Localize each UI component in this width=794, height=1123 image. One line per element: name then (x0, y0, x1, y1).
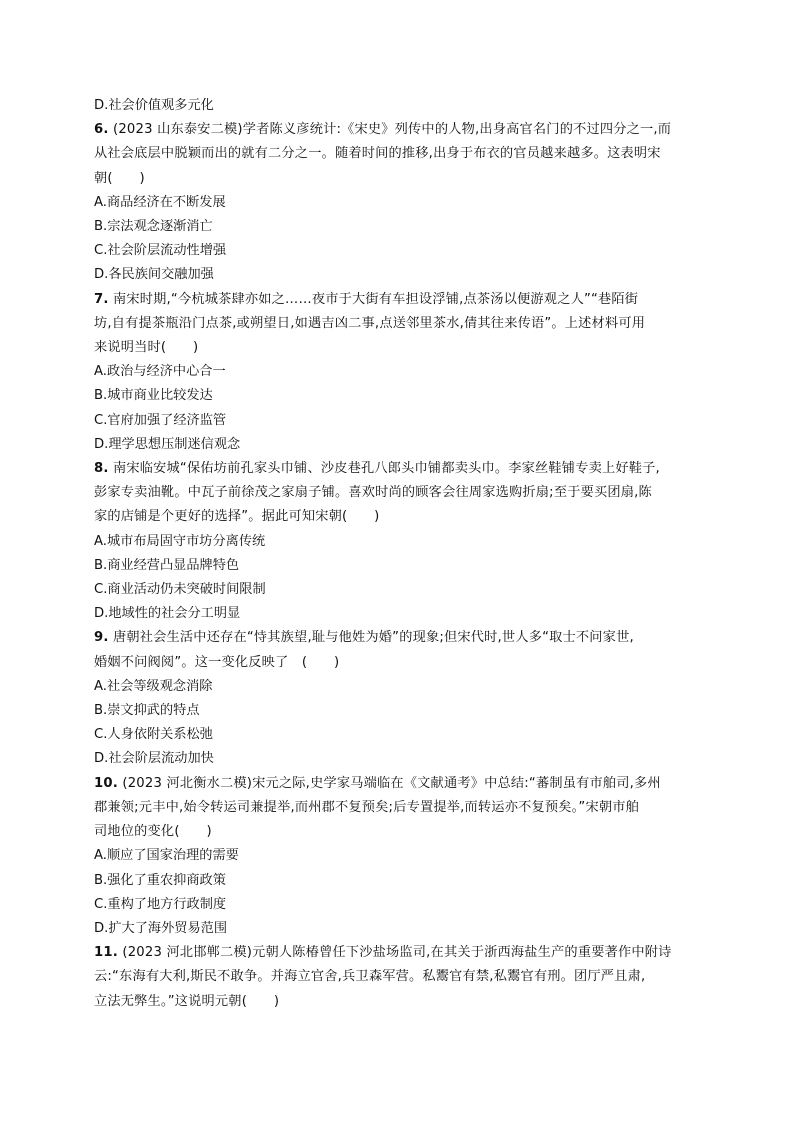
question-text-continued: 郡兼领;元丰中,始令转运司兼提举,而州郡不复预矣;后专置提举,而转运亦不复预矣。”宋朝市舶 (94, 799, 640, 815)
answer-option: A.顺应了国家治理的需要 (94, 848, 239, 864)
answer-option: A.政治与经济中心合一 (94, 364, 226, 380)
answer-option: C.社会阶层流动性增强 (94, 243, 227, 259)
answer-option: C.商业活动仍未突破时间限制 (94, 582, 266, 598)
answer-option: D.各民族间交融加强 (94, 267, 214, 283)
question-text-continued: 司地位的变化( ) (94, 824, 212, 840)
question-text-continued: 婚姻不问阀阅”。这一变化反映了 ( ) (94, 654, 340, 670)
answer-option: B.城市商业比较发达 (94, 388, 213, 404)
question-text: 唐朝社会生活中还存在“恃其族望,耻与他姓为婚”的现象;但宋代时,世人多“取士不问家世, (108, 630, 634, 646)
question-stem (94, 772, 714, 796)
question-text-continued: 坊,自有提茶瓶沿门点茶,或朔望日,如遇吉凶二事,点送邻里茶水,倩其往来传语”。上述材料可用 (94, 315, 646, 331)
answer-option: C.人身依附关系松弛 (94, 727, 213, 743)
document-page (94, 94, 714, 1014)
answer-option: B.宗法观念逐渐消亡 (94, 219, 213, 235)
question-text-continued: 来说明当时( ) (94, 340, 199, 356)
answer-option: C.官府加强了经济监管 (94, 412, 227, 428)
question-number: 6. (94, 122, 109, 138)
answer-option: D.社会阶层流动加快 (94, 751, 214, 767)
answer-option: D.理学思想压制迷信观念 (94, 436, 241, 452)
question-number: 10. (94, 775, 118, 791)
answer-option: B.商业经营凸显品牌特色 (94, 557, 240, 573)
question-number: 11. (94, 945, 118, 961)
question-text: (2023 河北衡水二模)宋元之际,史学家马端临在《文献通考》中总结:“蕃制虽有市舶司,多州 (117, 775, 661, 791)
question-stem (94, 457, 714, 481)
question-text-continued: 家的店铺是个更好的选择”。据此可知宋朝( ) (94, 509, 380, 525)
question-text-continued: 立法无弊生。”这说明元朝( ) (94, 993, 280, 1009)
answer-option: A.商品经济在不断发展 (94, 194, 226, 210)
question-text: 南宋临安城“保佑坊前孔家头巾铺、沙皮巷孔八郎头巾铺都卖头巾。李家丝鞋铺专卖上好鞋子, (108, 461, 660, 477)
answer-option: C.重构了地方行政制度 (94, 896, 227, 912)
question-text: 南宋时期,“今杭城茶肆亦如之……夜市于大街有车担设浮铺,点茶汤以便游观之人”“巷陌街 (108, 291, 639, 307)
question-text: (2023 山东泰安二模)学者陈义彦统计:《宋史》列传中的人物,出身高官名门的不过四分之一,而 (108, 122, 672, 138)
answer-option: D.社会价值观多元化 (94, 98, 214, 113)
question-stem (94, 118, 714, 142)
answer-option: D.扩大了海外贸易范围 (94, 920, 228, 936)
answer-option: B.强化了重农抑商政策 (94, 872, 226, 888)
question-stem (94, 941, 714, 965)
question-number: 9. (94, 630, 109, 646)
question-text-continued: 云:“东海有大利,斯民不敢争。并海立官舍,兵卫森军营。私鬻官有禁,私鬻官有刑。团厅严且肃, (94, 969, 646, 985)
question-text: (2023 河北邯郸二模)元朝人陈椿曾任下沙盐场监司,在其关于浙西海盐生产的重要著作中附诗 (117, 945, 672, 961)
answer-option: A.社会等级观念消除 (94, 678, 213, 694)
answer-option: A.城市布局固守市坊分离传统 (94, 533, 266, 549)
question-text-continued: 朝( ) (94, 170, 145, 186)
answer-option: B.崇文抑武的特点 (94, 703, 200, 719)
question-text-continued: 从社会底层中脱颖而出的就有二分之一。随着时间的推移,出身于布衣的官员越来越多。这表明宋 (94, 146, 661, 162)
question-stem (94, 626, 714, 650)
question-number: 8. (94, 461, 109, 477)
question-stem (94, 288, 714, 312)
question-text-continued: 彭家专卖油靴。中瓦子前徐茂之家扇子铺。喜欢时尚的顾客会往周家选购折扇;至于要买团扇,陈 (94, 485, 652, 501)
question-number: 7. (94, 291, 109, 307)
answer-option: D.地域性的社会分工明显 (94, 606, 241, 622)
